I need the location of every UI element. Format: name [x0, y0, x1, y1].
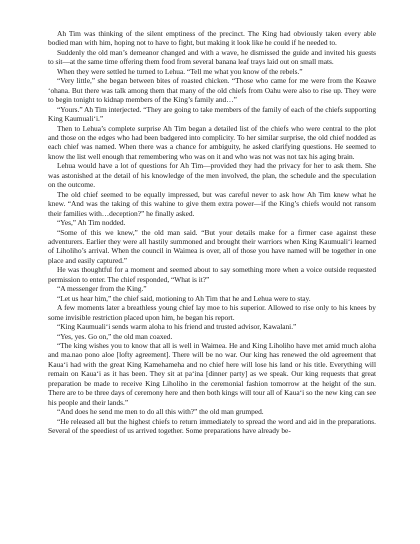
paragraph: Then to Lehua’s complete surprise Ah Tim began a detailed list of the chiefs who were central to the plot and those on the edges who had been badgered into complicity. To her similar surprise, the old chief nodded as each chief was named. When there was a chance for ambiguity, he asked clarifying questions. He seemed to know the list well enough that remembering who was on it and who was not was not tax his aging brain.	[48, 123, 376, 161]
paragraph: The old chief seemed to be equally impressed, but was careful never to ask how Ah Tim knew what he knew. “And was the taking of this wahine to give them extra power—if the King’s chiefs would not ransom their families with…deception?” he finally asked.	[48, 189, 376, 218]
paragraph: “The king wishes you to know that all is well in Waimea. He and King Liholiho have met amid much aloha and ma.nao pono aloe [lofty agreement]. There will be no war. Our king has renewed the old agreement that Kaua‘i had with the great King Kamehameha and no chief here will lose his land or his title. Everything will remain on Kaua‘i as it has been. They sit at pa‘ina [dinner party] as we speak. Our king requests that great preparation be made to receive King Liholiho in the ceremonial fashion tomorrow at the height of the sun. There are to be three days of ceremony here and then both kings will tour all of Kaua‘i so the new king can see his people and their lands.”	[48, 340, 376, 407]
paragraph: Lehua would have a lot of questions for Ah Tim—provided they had the privacy for her to ask them. She was astonished at the detail of his knowledge of the men involved, the plan, the schedule and the speculation on the outcome.	[48, 161, 376, 190]
paragraph: “Let us hear him,” the chief said, motioning to Ah Tim that he and Lehua were to stay.	[57, 293, 311, 303]
paragraph: “Some of this we knew,” the old man said. “But your details make for a firmer case against these adventurers. Earlier they were all hastily summoned and brought their warriors when King Kaumuali‘i learned of Liholiho’s arrival. When the council in Waimea is over, all of those you have named will be together in one place and easily captured.”	[48, 227, 376, 265]
paragraph: When they were settled he turned to Lehua. “Tell me what you know of the rebels.”	[57, 66, 303, 76]
paragraph: He was thoughtful for a moment and seemed about to say something more when a voice outside requested permission to enter. The chief responded, “What is it?”	[48, 265, 376, 284]
paragraph: “Very little,” she began between bites of roasted chicken. “Those who came for me were from the Keawe ‘ohana. But there was talk among them that many of the old chiefs from Oahu were also to rise up. They were to begin tonight to kidnap members of the King’s family and…”	[48, 76, 376, 105]
paragraph: A few moments later a breathless young chief lay moe to his superior. Allowed to rise only to his knees by some invisible restriction placed upon him, he began his report.	[48, 303, 376, 322]
paragraph: “Yes, yes. Go on,” the old man coaxed.	[57, 331, 173, 341]
paragraph: “He released all but the highest chiefs to return immediately to spread the word and aid in the preparations. Several of the speediest of us arrived together. Some preparations have already be-	[48, 416, 376, 436]
paragraph: “Yes,” Ah Tim nodded.	[57, 218, 126, 228]
paragraph: “Yours.” Ah Tim interjected. “They are going to take members of the family of each of the chiefs supporting King Kaumuali‘i.”	[48, 104, 376, 124]
paragraph: “King Kaumuali‘i sends warm aloha to his friend and trusted advisor, Kawalani.”	[57, 322, 297, 332]
paragraph: Ah Tim was thinking of the silent emptiness of the precinct. The King had obviously taken every able bodied man with him, hoping not to have to fight, but making it look like he could if he needed to.	[48, 29, 376, 48]
paragraph: “And does he send me men to do all this with?” the old man grumped.	[57, 407, 264, 417]
paragraph: “A messenger from the King.”	[57, 284, 147, 294]
paragraph: Suddenly the old man’s demeanor changed and with a wave, he dismissed the guide and invited his guests to sit—at the same time offering them food from several banana leaf trays laid out on small mats.	[48, 47, 376, 67]
page-body-text	[48, 29, 376, 435]
